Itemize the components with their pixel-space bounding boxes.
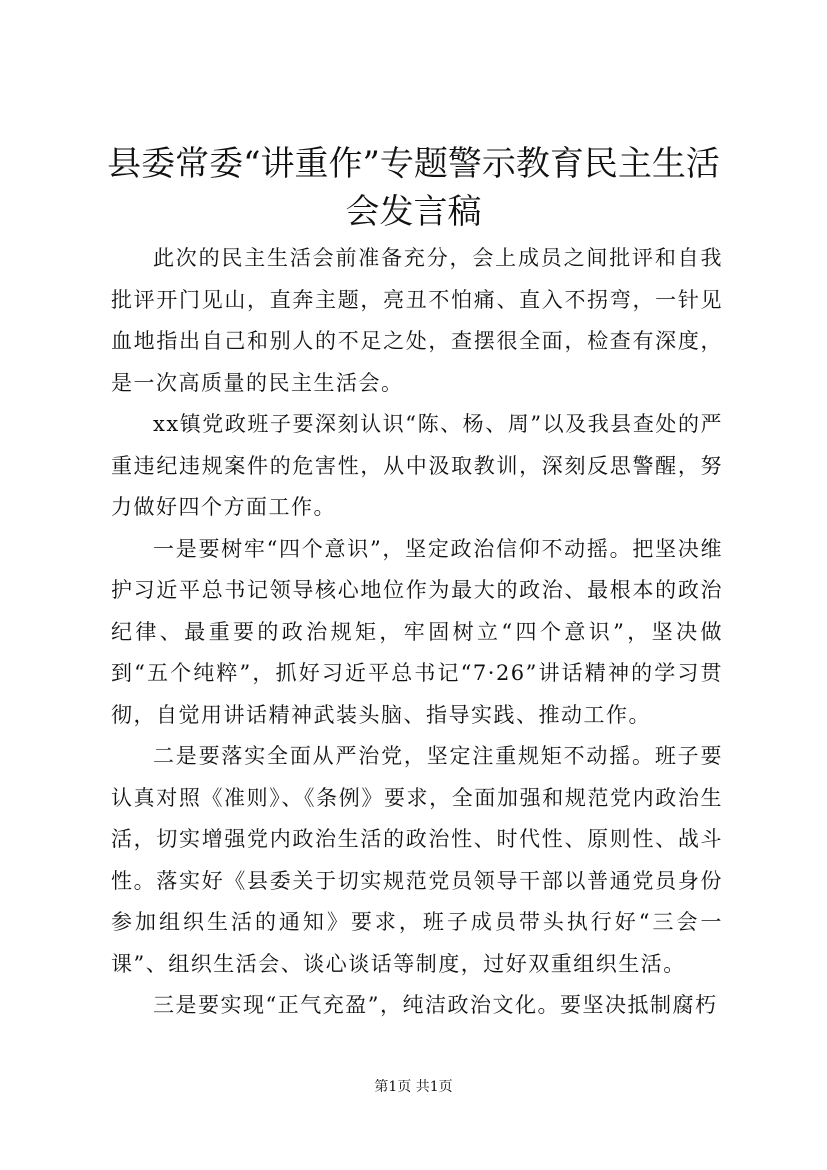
- paragraph-2: xx镇党政班子要深刻认识“陈、杨、周”以及我县查处的严重违纪违规案件的危害性，从中汲取教训，深刻反思警醒，努力做好四个方面工作。: [111, 412, 723, 519]
- document-body: [111, 238, 723, 1027]
- paragraph-5: 三是要实现“正气充盈”，纯洁政治文化。要坚决抵制腐朽: [153, 993, 718, 1017]
- document-title: 县委常委“讲重作”专题警示教育民主生活会发言稿: [107, 144, 720, 232]
- page-footer: 第1页 共1页: [374, 1079, 453, 1095]
- paragraph-1: 此次的民主生活会前准备充分，会上成员之间批评和自我批评开门见山，直奔主题，亮丑不怕痛、直入不拐弯，一针见血地指出自己和别人的不足之处，查摆很全面，检查有深度，是一次高质量的民主生活会。: [111, 246, 723, 395]
- paragraph-3: 一是要树牢“四个意识”，坚定政治信仰不动摇。把坚决维护习近平总书记领导核心地位作为最大的政治、最根本的政治纪律、最重要的政治规矩，牢固树立“四个意识”，坚决做到“五个纯粹”，抓好习近平总书记“7·26”讲话精神的学习贯彻，自觉用讲话精神武装头脑、指导实践、推动工作。: [111, 536, 723, 727]
- paragraph-4: 二是要落实全面从严治党，坚定注重规矩不动摇。班子要认真对照《准则》、《条例》要求，全面加强和规范党内政治生活，切实增强党内政治生活的政治性、时代性、原则性、战斗性。落实好《县委关于切实规范党员领导干部以普通党员身份参加组织生活的通知》要求，班子成员带头执行好“三会一课”、组织生活会、谈心谈话等制度，过好双重组织生活。: [111, 744, 723, 976]
